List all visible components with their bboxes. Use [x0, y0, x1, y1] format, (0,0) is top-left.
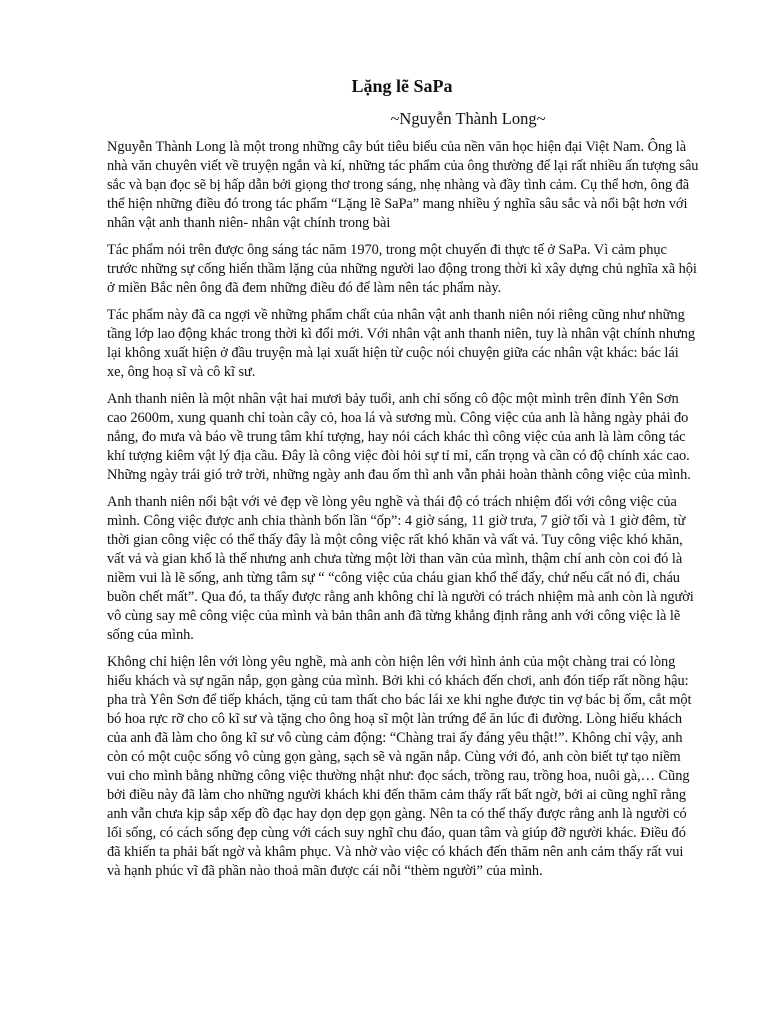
paragraph: Tác phẩm này đã ca ngợi về những phẩm chất của nhân vật anh thanh niên nói riêng cũng như những tầng lớp lao động khác trong thời kì đổi mới. Với nhân vật anh thanh niên, tuy là nhân vật chính nhưng lại không xuất hiện ở đầu truyện mà lại xuất hiện từ cuộc nói chuyện giữa các nhân vật khác: bác lái xe, ông hoạ sĩ và cô kĩ sư. — [107, 307, 696, 380]
document-body — [107, 138, 699, 889]
paragraph: Nguyễn Thành Long là một trong những cây bút tiêu biểu của nền văn học hiện đại Việt Nam. Ông là nhà văn chuyên viết về truyện ngắn và kí, những tác phẩm của ông thường để lại rất nhiều ấn tượng sâu sắc và bạn đọc sẽ bị hấp dẫn bởi giọng thơ trong sáng, nhẹ nhàng và đầy tình cảm. Cụ thể hơn, ông đã thể hiện những điều đó trong tác phẩm “Lặng lẽ SaPa” mang nhiều ý nghĩa sâu sắc và nổi bật hơn với nhân vật anh thanh niên- nhân vật chính trong bài — [107, 139, 699, 231]
document-author: ~Nguyễn Thành Long~ — [390, 109, 546, 128]
paragraph: Anh thanh niên nổi bật với vẻ đẹp về lòng yêu nghề và thái độ có trách nhiệm đối với công việc của mình. Công việc được anh chia thành bốn lần “ốp”: 4 giờ sáng, 11 giờ trưa, 7 giờ tối và 1 giờ đêm, từ thời gian công việc có thể thấy đây là một công việc rất khó khăn và vất vả. Tuy công việc khó khăn, vất vả và gian khổ là thế nhưng anh chưa từng một lời than vãn của mình, thậm chí anh còn coi đó là niềm vui là lẽ sống, anh từng tâm sự “ “công việc của cháu gian khổ thế đấy, chứ nếu cất nó đi, cháu buồn chết mất”. Qua đó, ta thấy được rằng anh không chỉ là người có trách nhiệm mà anh còn là người vô cùng say mê công việc của mình và bản thân anh đã từng khẳng định rằng anh với công việc là lẽ sống của mình. — [107, 494, 694, 643]
paragraph: Không chỉ hiện lên với lòng yêu nghề, mà anh còn hiện lên với hình ảnh của một chàng trai có lòng hiếu khách và sự ngăn nắp, gọn gàng của mình. Bởi khi có khách đến chơi, anh đón tiếp rất nồng hậu: pha trà Yên Sơn để tiếp khách, tặng củ tam thất cho bác lái xe khi nghe được tin vợ bác bị ốm, cắt một bó hoa rực rỡ cho cô kĩ sư và tặng cho ông hoạ sĩ một làn trứng để ăn lúc đi đường. Lòng hiếu khách của anh đã làm cho ông kĩ sư vô cùng cảm động: “Chàng trai ấy đáng yêu thật!”. Không chỉ vậy, anh còn có một cuộc sống vô cùng gọn gàng, sạch sẽ và ngăn nắp. Cùng với đó, anh còn biết tự tạo niềm vui cho mình bằng những công việc thường nhật như: đọc sách, trồng rau, trồng hoa, nuôi gà,… Cũng bởi điều này đã làm cho những người khách khi đến thăm cảm thấy rất bất ngờ, bởi ai cũng nghĩ rằng anh vẫn chưa kịp sắp xếp đồ đạc hay dọn dẹp gọn gàng. Nên ta có thể thấy được rằng anh là người có lối sống, có cách sống đẹp cùng với cách suy nghĩ chu đáo, quan tâm và giúp đỡ người khác. Điều đó đã khiến ta phải bất ngờ và khâm phục. Và nhờ vào việc có khách đến thăm nên anh cảm thấy rất vui và hạnh phúc vĩ đã phần nào thoả mãn được cái nỗi “thèm người” của mình. — [107, 654, 692, 879]
paragraph: Tác phẩm nói trên được ông sáng tác năm 1970, trong một chuyến đi thực tế ở SaPa. Vì cảm phục trước những sự cống hiến thầm lặng của những người lao động trong thời kì xây dựng chủ nghĩa xã hội ở miền Bắc nên ông đã đem những điều đó để làm nên tác phẩm này. — [107, 242, 697, 296]
paragraph: Anh thanh niên là một nhân vật hai mươi bảy tuổi, anh chỉ sống cô độc một mình trên đỉnh Yên Sơn cao 2600m, xung quanh chỉ toàn cây cỏ, hoa lá và sương mù. Công việc của anh là hằng ngày phải đo nắng, đo mưa và báo về trung tâm khí tượng, hay nói cách khác thì công việc của anh là làm công tác khí tượng kiêm vật lý địa cầu. Đây là công việc đòi hỏi sự tỉ mỉ, cẩn trọng và cần có độ chính xác cao. Những ngày trái gió trở trời, những ngày anh đau ốm thì anh vẫn phải hoàn thành công việc của mình. — [107, 391, 691, 483]
document-title: Lặng lẽ SaPa — [351, 76, 453, 96]
